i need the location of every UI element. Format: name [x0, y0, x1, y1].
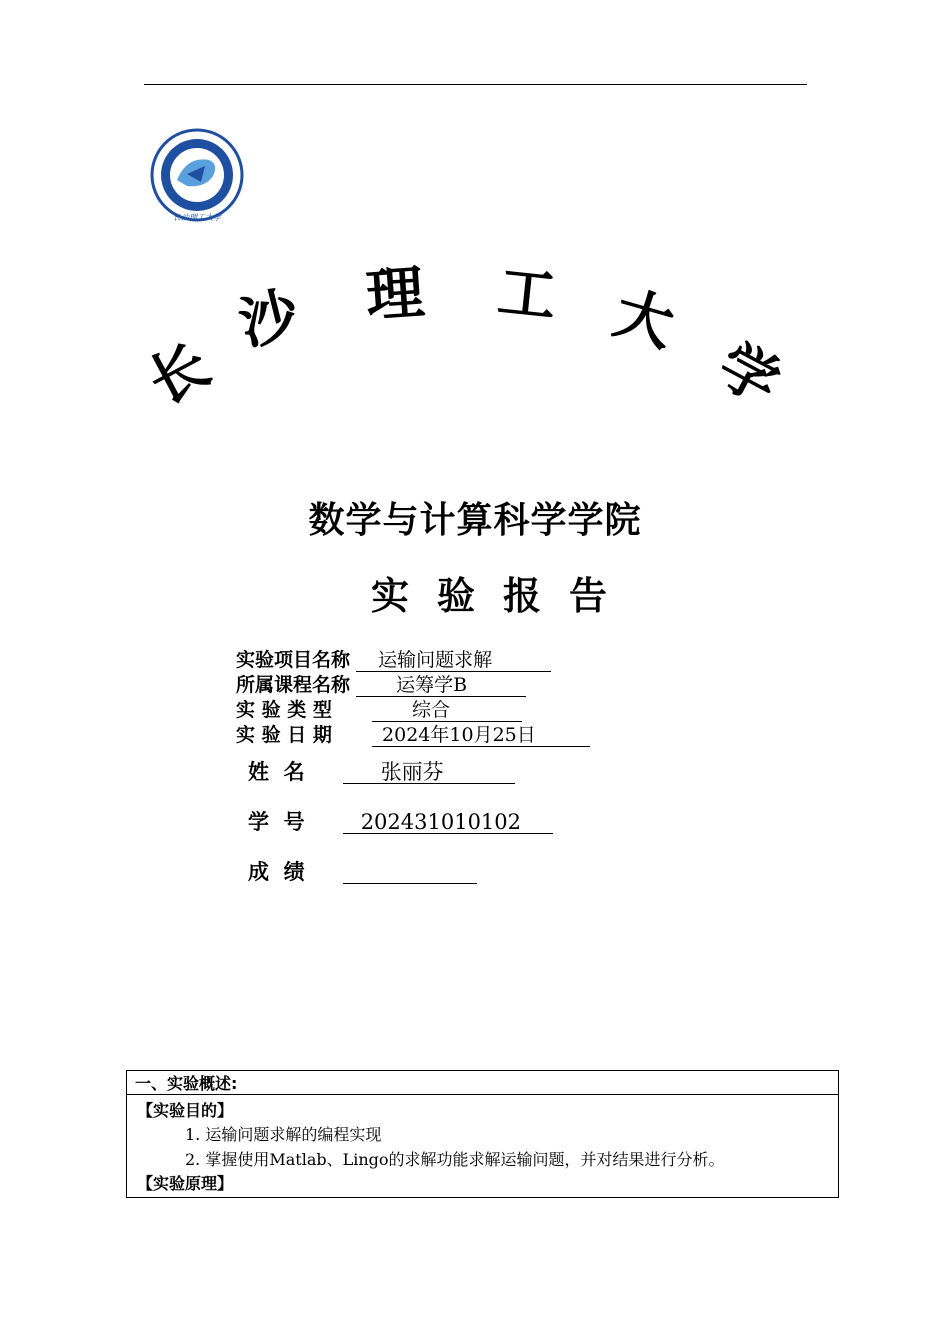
svg-text:长沙理工大学: 长沙理工大学	[173, 213, 221, 222]
report-title: 实验报告	[370, 574, 635, 618]
type-label: 实 验 类 型	[236, 699, 332, 721]
university-name-char: 沙	[232, 278, 306, 360]
university-name-char: 理	[363, 258, 427, 330]
course-name-row	[236, 673, 526, 697]
purpose-item: 1. 运输问题求解的编程实现	[185, 1125, 382, 1144]
college-name: 数学与计算科学学院	[308, 500, 642, 541]
university-name-char: 工	[494, 257, 560, 331]
course-value: 运筹学B	[356, 675, 526, 697]
project-label: 实验项目名称	[236, 649, 351, 671]
student-id-row	[248, 810, 553, 834]
university-name-char: 大	[606, 278, 682, 360]
id-value: 202431010102	[343, 812, 553, 834]
student-name-row	[248, 760, 515, 784]
project-value: 运输问题求解	[356, 650, 551, 672]
grade-row	[248, 860, 477, 884]
date-label: 实 验 日 期	[236, 724, 332, 746]
name-value: 张丽芬	[343, 762, 515, 784]
course-label: 所属课程名称	[236, 674, 351, 696]
type-row	[236, 698, 522, 722]
type-value: 综合	[372, 700, 522, 722]
id-label: 学 号	[248, 810, 305, 834]
name-label: 姓 名	[248, 760, 305, 784]
section-heading: 一、实验概述:	[127, 1071, 838, 1095]
grade-value	[343, 861, 477, 884]
top-rule	[144, 84, 807, 85]
university-logo	[147, 128, 251, 226]
university-name-char: 长	[137, 330, 221, 418]
purpose-title: 【实验目的】	[137, 1101, 234, 1120]
date-row	[236, 723, 590, 747]
grade-label: 成 绩	[248, 860, 305, 884]
overview-table	[126, 1070, 839, 1198]
project-name-row	[236, 648, 551, 672]
principle-title: 【实验原理】	[137, 1174, 234, 1193]
date-value: 2024年10月25日	[372, 725, 590, 747]
university-name-char: 学	[707, 330, 791, 418]
purpose-item: 2. 掌握使用Matlab、Lingo的求解功能求解运输问题，并对结果进行分析。	[185, 1150, 725, 1169]
